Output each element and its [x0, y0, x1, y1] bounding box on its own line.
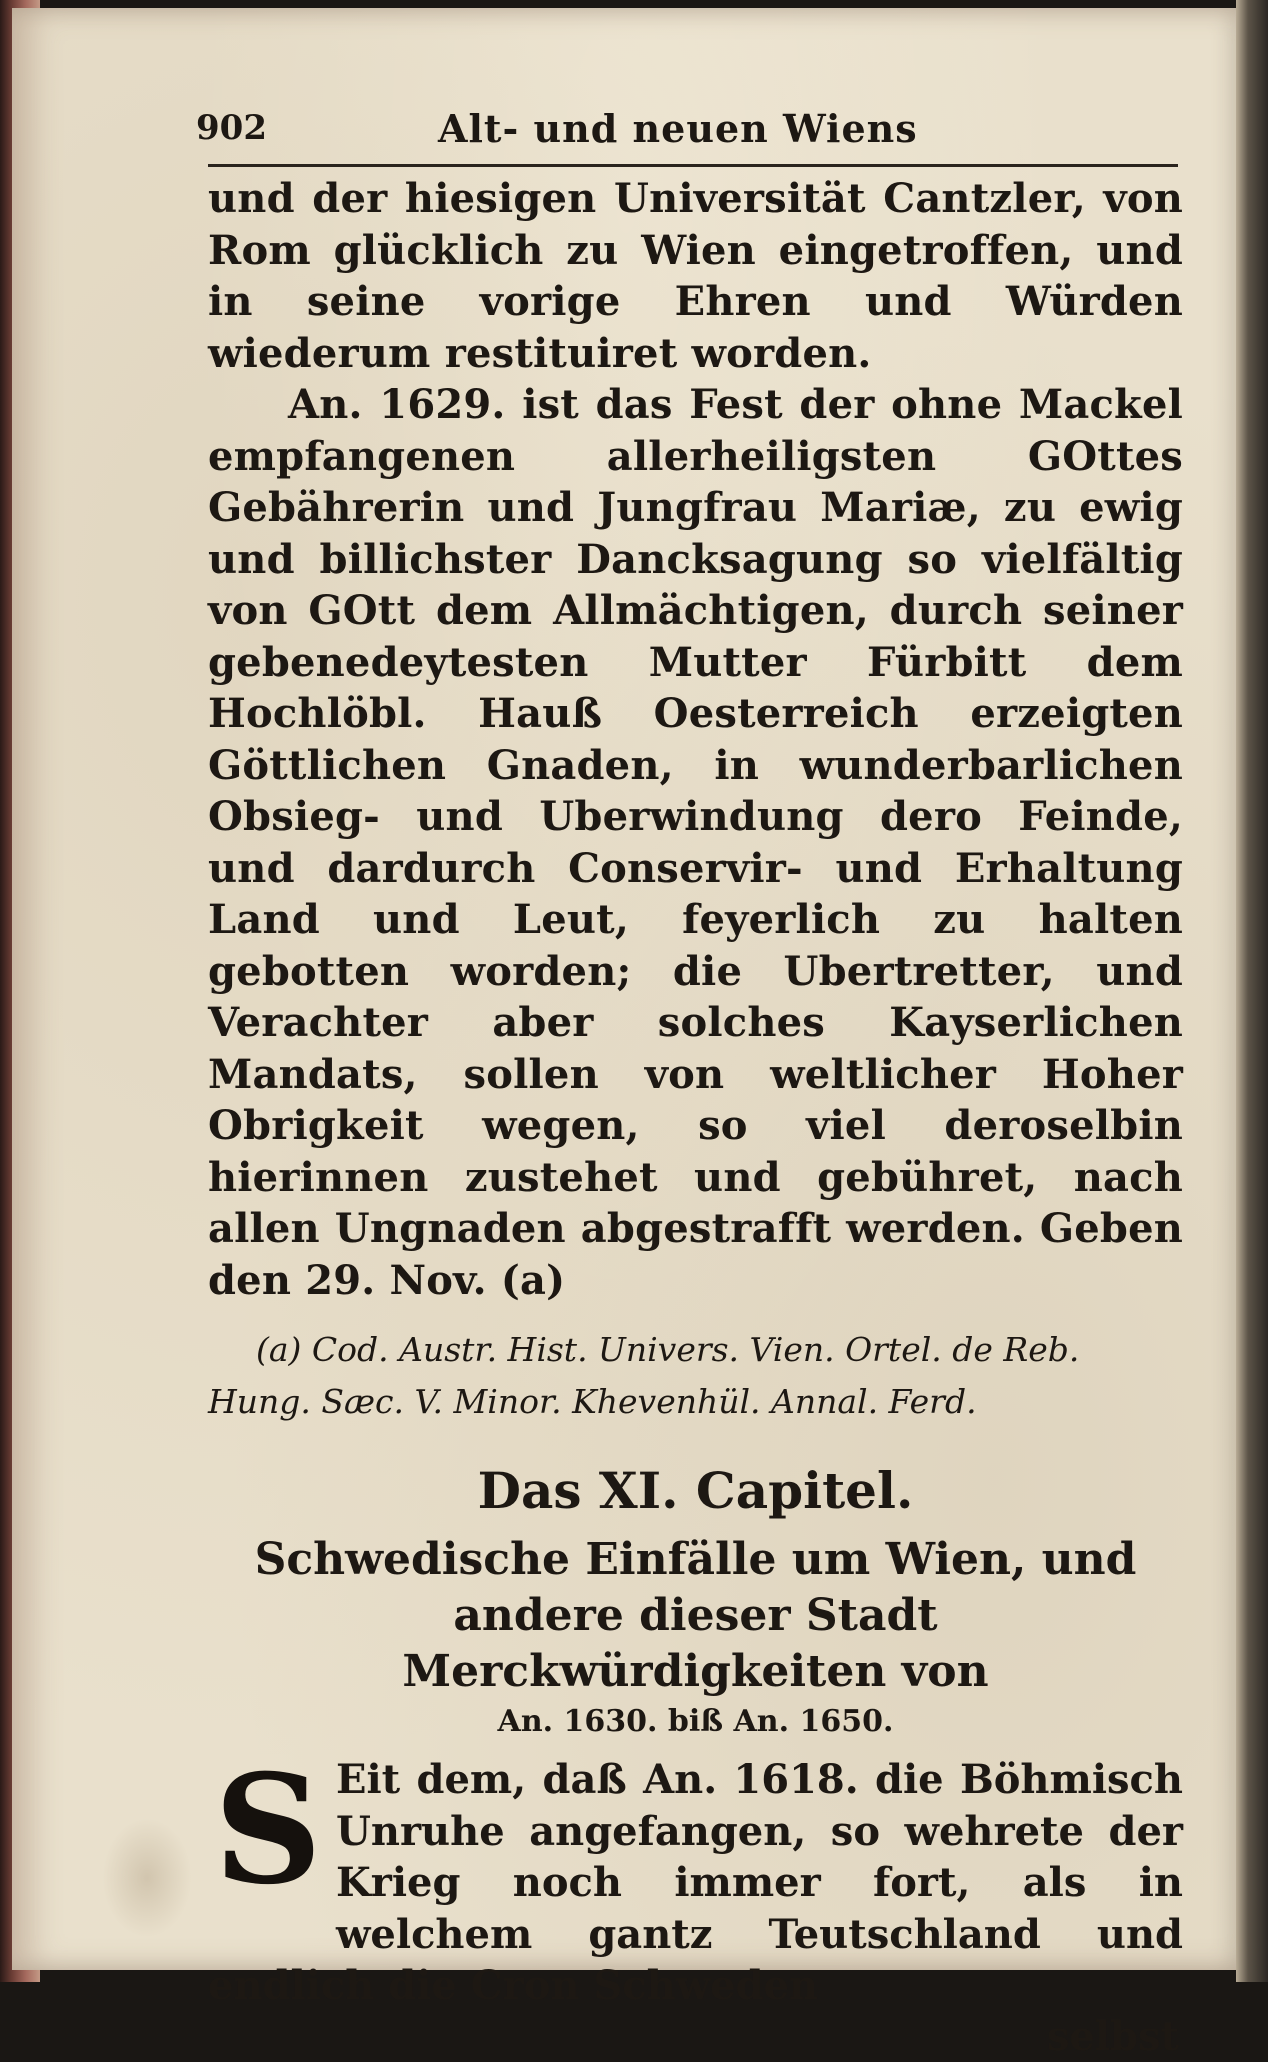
- page-text-block: [196, 100, 1183, 2062]
- page-number: 902: [196, 108, 267, 148]
- running-title: Alt- und neuen Wiens: [438, 106, 918, 151]
- chapter-subtitle: Schwedische Einfälle um Wien, und andere dieser Stadt Merckwürdigkeiten von: [254, 1534, 1137, 1697]
- footnote: (a) Cod. Austr. Hist. Univers. Vien. Ortel. de Reb. Hung. Sæc. V. Minor. Khevenhül. Annal. Ferd.: [208, 1330, 1080, 1421]
- paragraph-2: [208, 379, 1183, 1306]
- chapter-body-text: Eit dem, daß An. 1618. die Böhmisch Unruhe angefangen, so wehrete der Krieg noch immer fort, als in welchem gantz Teutschland und endlich die Cron Schweden: [208, 1756, 1183, 2009]
- paper-stain: [102, 1818, 192, 1938]
- running-head: [196, 100, 1178, 167]
- drop-cap: S: [213, 1742, 323, 1918]
- paragraph-2-text: An. 1629. ist das Fest der ohne Mackel empfangenen allerheiligsten GOttes Gebährerin und Jungfrau Mariæ, zu ewig und billichster Dancksagung so vielfältig von GOtt dem Allmächtigen, durch seiner gebenedeytesten Mutter Fürbitt dem Hochlöbl. Hauß Oesterreich erzeigten Göttlichen Gnaden, in wunderbarlichen Obsieg- und Uberwindung dero Feinde, und dardurch Conservir- und Erhaltung Land und Leut, feyerlich zu halten gebotten worden; die Ubertretter, und Verachter aber solches Kayserlichen Mandats, sollen von weltlicher Hoher Obrigkeit wegen, so viel deroselbin hierinnen zustehet und gebühret, nach allen Ungnaden abgestrafft werden. Geben den 29. Nov. (a): [208, 381, 1183, 1304]
- chapter-body: [208, 1742, 1183, 2012]
- page-stack-edge: [1236, 0, 1268, 1982]
- chapter-title: Das XI. Capitel.: [477, 1461, 914, 1520]
- paragraph-1: und der hiesigen Universität Cantzler, von Rom glücklich zu Wien eingetroffen, und in seine vorige Ehren und Würden wiederum restituiret worden.: [208, 175, 1183, 377]
- chapter-date-range: An. 1630. biß An. 1650.: [497, 1704, 894, 1739]
- catchword: selbst: [1046, 2012, 1179, 2060]
